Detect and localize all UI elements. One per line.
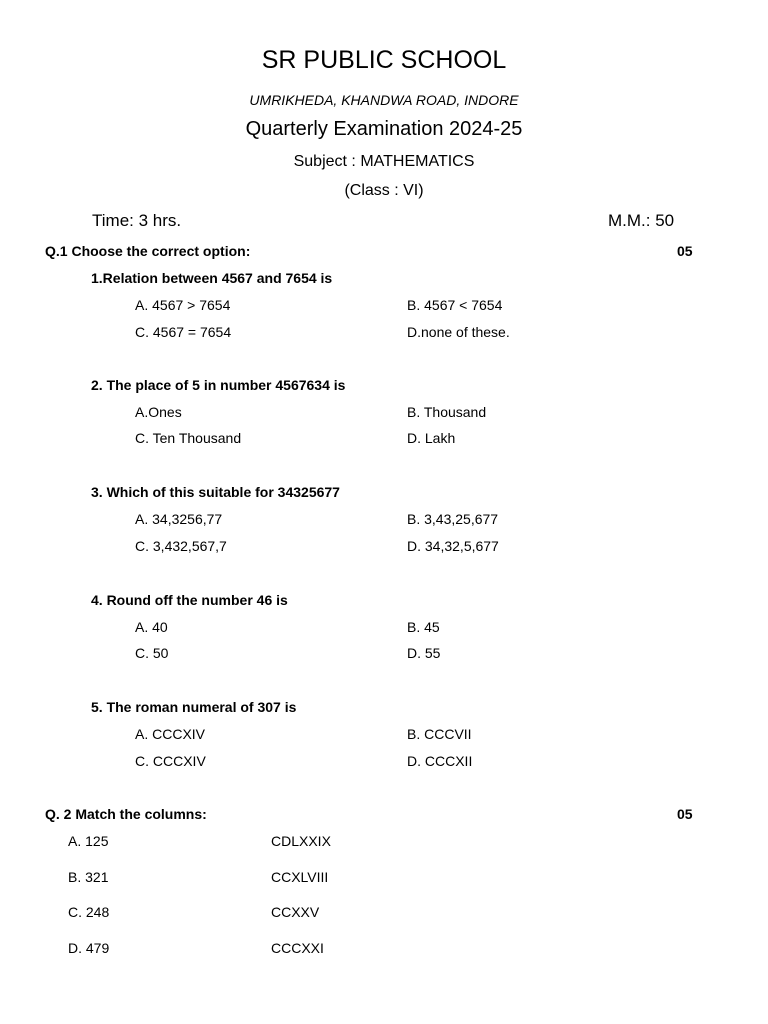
question-5-option-b: B. CCCVII <box>407 726 472 742</box>
question-1-option-b: B. 4567 < 7654 <box>407 297 503 313</box>
exam-title: Quarterly Examination 2024-25 <box>245 118 523 140</box>
question-5-option-c: C. CCCXIV <box>135 753 206 769</box>
question-4-option-d: D. 55 <box>407 645 441 661</box>
question-1-option-c: C. 4567 = 7654 <box>135 324 232 340</box>
question-2-option-b: B. Thousand <box>407 404 487 420</box>
question-3-option-c: C. 3,432,567,7 <box>135 538 227 554</box>
question-5-option-a: A. CCCXIV <box>135 726 206 742</box>
q1-marks: 05 <box>677 243 693 259</box>
question-4: 4. Round off the number 46 is <box>91 592 288 608</box>
school-name: SR PUBLIC SCHOOL <box>261 46 507 74</box>
question-3-option-a: A. 34,3256,77 <box>135 511 223 527</box>
question-1-option-a: A. 4567 > 7654 <box>135 297 231 313</box>
q2-heading: Q. 2 Match the columns: <box>45 806 207 822</box>
subject: Subject : MATHEMATICS <box>293 153 475 170</box>
question-2: 2. The place of 5 in number 4567634 is <box>91 377 346 393</box>
match-row-a-number: A. 125 <box>68 833 109 849</box>
question-1-option-d: D.none of these. <box>407 324 510 340</box>
question-5: 5. The roman numeral of 307 is <box>91 699 297 715</box>
question-2-option-d: D. Lakh <box>407 430 456 446</box>
match-row-c-numeral: CCXXV <box>271 904 320 920</box>
question-3-option-d: D. 34,32,5,677 <box>407 538 499 554</box>
match-row-b-numeral: CCXLVIII <box>271 869 329 885</box>
match-row-b-number: B. 321 <box>68 869 109 885</box>
class-label: (Class : VI) <box>344 182 424 199</box>
match-row-d-number: D. 479 <box>68 940 110 956</box>
question-2-option-c: C. Ten Thousand <box>135 430 242 446</box>
match-row-a-numeral: CDLXXIX <box>271 833 331 849</box>
question-4-option-c: C. 50 <box>135 645 169 661</box>
question-3-option-b: B. 3,43,25,677 <box>407 511 499 527</box>
question-4-option-b: B. 45 <box>407 619 440 635</box>
question-1: 1.Relation between 4567 and 7654 is <box>91 270 333 286</box>
max-marks: M.M.: 50 <box>608 211 675 230</box>
school-address: UMRIKHEDA, KHANDWA ROAD, INDORE <box>249 92 519 108</box>
question-3: 3. Which of this suitable for 34325677 <box>91 484 340 500</box>
match-row-c-number: C. 248 <box>68 904 110 920</box>
q1-heading: Q.1 Choose the correct option: <box>45 243 251 259</box>
q2-marks: 05 <box>677 806 693 822</box>
question-2-option-a: A.Ones <box>135 404 182 420</box>
match-row-d-numeral: CCCXXI <box>271 940 324 956</box>
question-4-option-a: A. 40 <box>135 619 168 635</box>
question-5-option-d: D. CCCXII <box>407 753 473 769</box>
exam-duration: Time: 3 hrs. <box>92 211 182 230</box>
